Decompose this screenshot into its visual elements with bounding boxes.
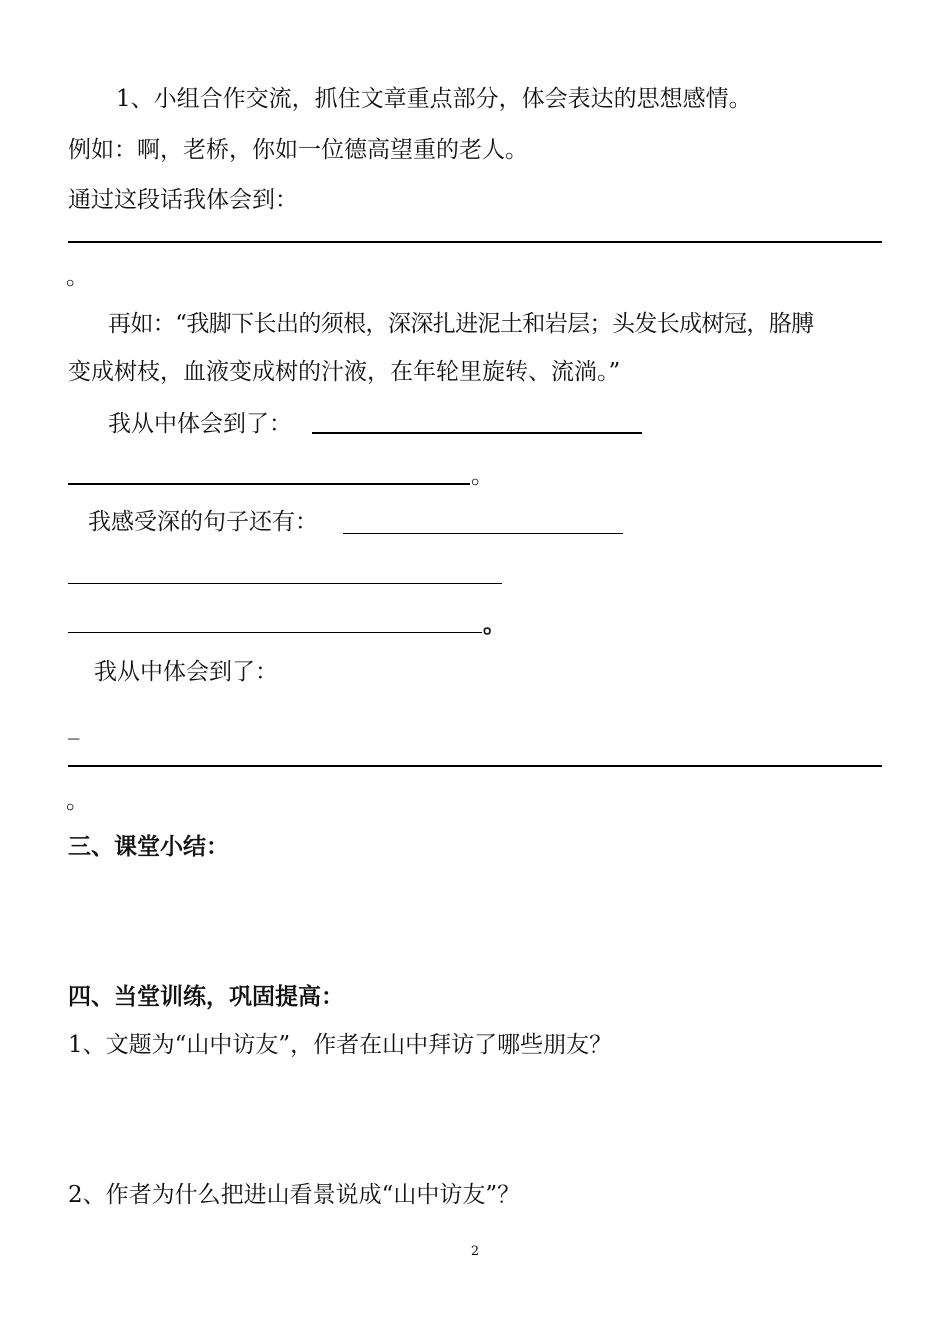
answer-line-3c bbox=[68, 632, 482, 633]
example-2-line-1: 再如：“我脚下长出的须根，深深扎进泥土和岩层；头发长成树冠，胳膊 bbox=[108, 311, 814, 337]
answer-line-3b bbox=[68, 583, 502, 584]
question-2: 2、作者为什么把进山看景说成“山中访友”？ bbox=[68, 1182, 521, 1208]
section-3-heading: 三、课堂小结： bbox=[68, 833, 229, 860]
dash-mark: _ bbox=[68, 714, 80, 740]
answer-line-3a bbox=[343, 533, 623, 534]
period-1: 。 bbox=[66, 264, 89, 290]
period-4: 。 bbox=[66, 788, 89, 814]
prompt-1: 通过这段话我体会到： bbox=[68, 187, 298, 213]
answer-line-1 bbox=[68, 241, 882, 243]
period-2: 。 bbox=[471, 463, 494, 489]
example-1: 例如：啊，老桥，你如一位德高望重的老人。 bbox=[68, 137, 528, 163]
question-1: 1、文题为“山中访友”，作者在山中拜访了哪些朋友？ bbox=[68, 1032, 613, 1058]
answer-line-2a bbox=[312, 432, 642, 434]
instruction-1: 1、小组合作交流，抓住文章重点部分，体会表达的思想感情。 bbox=[116, 86, 752, 112]
prompt-4: 我从中体会到了： bbox=[94, 659, 278, 685]
section-4-heading: 四、当堂训练，巩固提高： bbox=[68, 983, 344, 1010]
prompt-2: 我从中体会到了： bbox=[108, 411, 292, 437]
page-number: 2 bbox=[470, 1244, 480, 1259]
period-3: 。 bbox=[483, 611, 506, 638]
answer-line-2b bbox=[68, 483, 470, 485]
example-2-line-2: 变成树枝，血液变成树的汁液，在年轮里旋转、流淌。” bbox=[68, 359, 621, 385]
prompt-3: 我感受深的句子还有： bbox=[88, 509, 318, 535]
answer-line-4 bbox=[68, 765, 882, 767]
